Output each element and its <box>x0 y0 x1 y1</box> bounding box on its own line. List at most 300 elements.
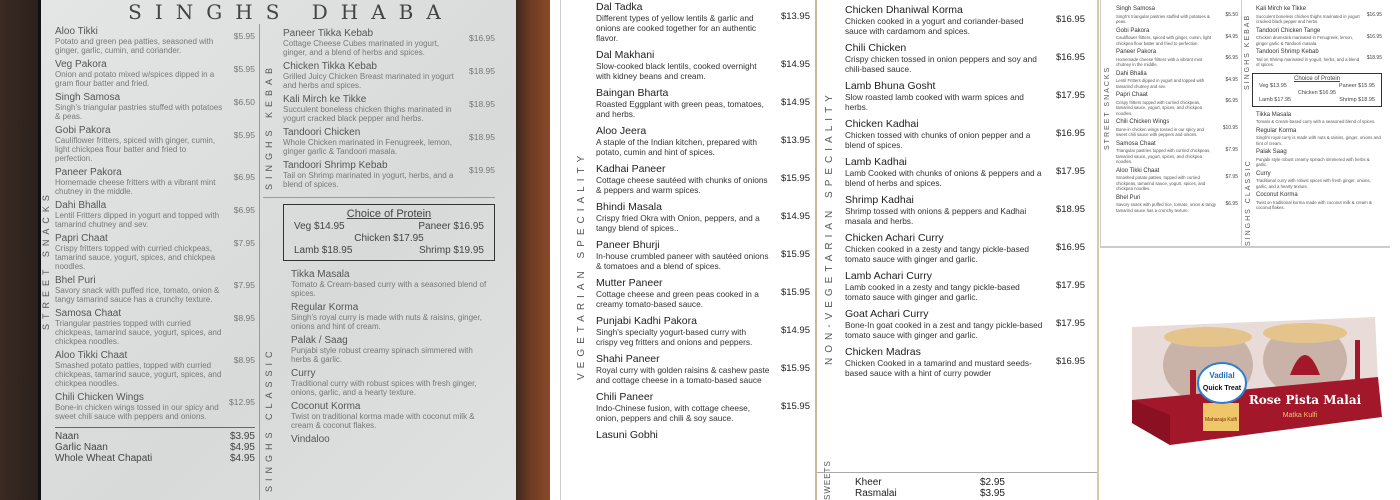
bread-price: $4.95 <box>229 453 255 464</box>
menu-item-desc: Lamb Cooked with chunks of onions & peppers and a blend of herbs and spices. <box>845 168 1042 188</box>
menu-item-desc: Chicken tossed with chunks of onion pepper and a blend of spices. <box>845 130 1031 150</box>
menu-item-name: Singh Samosa <box>55 92 121 103</box>
menu-item <box>283 61 495 90</box>
menu-item-desc: Different types of yellow lentils & garlic and onions are cooked together for an authentic flavor. <box>596 13 757 43</box>
menu-item-desc: Cottage Cheese Cubes marinated in yogurt, ginger, and a blend of herbs and spices. <box>283 39 440 57</box>
menu-item-name: Curry <box>291 368 316 379</box>
menu-item-text <box>1116 28 1216 47</box>
menu-item-text <box>55 26 223 55</box>
menu-item-desc: Crispy fritters topped with curried chickpeas, tamarind sauce, yogurt, spices, and chickpea noodles. <box>55 244 216 271</box>
menu-item <box>291 368 495 397</box>
protein-heading: Choice of Protein <box>346 208 432 220</box>
menu-item-price: $18.95 <box>469 132 495 142</box>
menu-item-desc: Punjabi style robust creamy spinach simmered with herbs & garlic. <box>291 346 473 364</box>
menu-item-name: Kali Mirch ke Tikke <box>283 94 367 105</box>
menu-item-desc: Bone-in chicken wings tossed in our spicy and sweet chili sauce with peppers and onions. <box>55 403 219 421</box>
menu-item-text <box>596 87 770 119</box>
menu-item-name: Gobi Pakora <box>1116 27 1150 34</box>
menu-item <box>596 125 810 157</box>
menu-item <box>283 28 495 57</box>
menu-photo <box>0 0 550 500</box>
menu-item-price: $16.95 <box>1366 12 1382 18</box>
section-label-classic: SINGHS CLASSIC <box>264 346 274 492</box>
menu-item <box>55 392 255 421</box>
menu-item <box>55 125 255 163</box>
minaret <box>1190 370 1196 410</box>
menu-item-price: $15.95 <box>780 249 810 260</box>
sweet-name: Rasmalai <box>855 488 897 499</box>
menu-item-price: $16.95 <box>1055 52 1085 63</box>
small-snacks-list <box>1116 6 1238 216</box>
menu-item-text <box>291 269 495 298</box>
menu-item-text <box>1256 171 1382 190</box>
bread-item <box>55 442 255 453</box>
menu-item-desc: Chicken cooked in a zesty and tangy pickle-based tomato sauce with ginger and garlic. <box>845 244 1030 264</box>
menu-item-desc: Punjabi style robust creamy spinach simmered with herbs & garlic. <box>1256 156 1370 167</box>
menu-item <box>291 434 495 445</box>
small-menu <box>1100 0 1390 248</box>
left-column <box>55 26 255 464</box>
protein-paneer: Paneer $15.95 <box>1338 82 1375 89</box>
menu-item-name: Paneer Tikka Kebab <box>283 28 374 39</box>
menu-item-price: $18.95 <box>1366 55 1382 61</box>
border <box>1241 0 1242 248</box>
menu-item-price: $7.95 <box>233 238 255 248</box>
border <box>1097 0 1099 500</box>
small-protein-box <box>1252 73 1382 107</box>
menu-item-text <box>845 80 1045 112</box>
section-label-classic: SINGHS CLASSIC <box>1245 159 1252 246</box>
menu-item-name: Tandoori Shrimp Kebab <box>1256 49 1319 55</box>
section-label-sweets: SWEETS <box>823 460 832 500</box>
menu-item-desc: Cottage cheese and green peas cooked in a creamy tomato-based sauce. <box>596 289 759 309</box>
divider <box>817 472 1097 473</box>
menu-item-name: Palak Saag <box>1256 149 1287 155</box>
menu-item-desc: Smashed potato patties, topped with curried chickpeas, tamarind sauce, yogurt, spices, and chickpea noodles. <box>55 361 222 388</box>
menu-item <box>1256 6 1382 25</box>
menu-item-desc: Triangular pastries topped with curried chickpeas, tamarind sauce, yogurt, spices, and chickpea noodles. <box>1116 148 1211 164</box>
menu-item <box>1256 149 1382 168</box>
menu-item-desc: Tomato & Cream-based curry with a seasoned blend of spices. <box>291 280 487 298</box>
menu-item-price: $6.50 <box>233 97 255 107</box>
menu-item-name: Coconut Korma <box>291 401 361 412</box>
menu-item-desc: Twist on traditional korma made with coconut milk & cream & coconut flakes. <box>291 412 475 430</box>
menu-item-desc: Singh's triangular pastries stuffed with potatoes & peas. <box>55 103 223 121</box>
menu-item-desc: Chicken cooked in a yogurt and coriander-based sauce with cardamom and spices. <box>845 16 1024 36</box>
menu-item-name: Papri Chaat <box>55 233 108 244</box>
line-text: Quick Treat <box>1202 385 1242 392</box>
menu-item-desc: Crispy fried Okra with Onion, peppers, and a tangy blend of spices.. <box>596 213 760 233</box>
small-right-column <box>1256 6 1382 214</box>
menu-item-price: $17.95 <box>1055 280 1085 291</box>
menu-item <box>55 350 255 388</box>
kebab-list <box>283 28 495 193</box>
sweet-price: $2.95 <box>979 477 1005 488</box>
menu-item-desc: Smashed potato patties, topped with curried chickpeas, tamarind sauce, yogurt, spices, and chickpea noodles. <box>1116 175 1206 191</box>
menu-item-desc: Cauliflower fritters, spiced with ginger, cumin, light chickpea flour batter and fried to perfection. <box>1116 35 1212 46</box>
pot-lid <box>1263 323 1347 343</box>
border <box>1100 0 1101 248</box>
menu-item-text <box>845 42 1045 74</box>
menu-item-price: $4.95 <box>1225 33 1238 40</box>
menu-item-price: $15.95 <box>780 363 810 374</box>
menu-item-price: $6.95 <box>1225 200 1238 207</box>
divider <box>263 197 495 198</box>
menu-item-desc: Chicken Cooked in a tamarind and mustard seeds-based sauce with a hint of curry powder <box>845 358 1032 378</box>
menu-item-name: Dal Tadka <box>596 1 643 13</box>
menu-item-name: Chili Chicken Wings <box>55 392 144 403</box>
menu-item-desc: Slow roasted lamb cooked with warm spices and herbs. <box>845 92 1024 112</box>
menu-item-price: $19.95 <box>469 165 495 175</box>
menu-item-name: Veg Pakora <box>55 59 107 70</box>
menu-item-price: $18.95 <box>469 99 495 109</box>
menu-item-name: Goat Achari Curry <box>845 308 929 320</box>
menu-item-name: Aloo Jeera <box>596 125 647 137</box>
menu-item-desc: Homemade cheese fritters with a vibrant mint chutney in the middle. <box>55 178 216 196</box>
menu-item <box>283 127 495 156</box>
menu-item-name: Tandoori Chicken <box>283 127 361 138</box>
menu-item-price: $4.95 <box>1225 76 1238 83</box>
menu-item-text <box>1256 149 1382 168</box>
menu-item <box>1256 171 1382 190</box>
menu-paper <box>38 0 516 500</box>
menu-item-name: Tikka Masala <box>291 269 350 280</box>
menu-item-name: Samosa Chaat <box>55 308 122 319</box>
product-sub: Matka Kulfi <box>1282 412 1318 419</box>
menu-item-text <box>1116 119 1216 138</box>
menu-item <box>55 200 255 229</box>
menu-item <box>596 429 810 441</box>
menu-item <box>845 156 1085 188</box>
menu-item-desc: Lentil Fritters dipped in yogurt and topped with tamarind chutney and sev. <box>55 211 220 229</box>
protein-veg: Veg $13.95 <box>1259 82 1287 89</box>
protein-heading: Choice of Protein <box>1293 75 1341 82</box>
menu-item-price: $8.95 <box>233 355 255 365</box>
menu-item-desc: Tomato & Cream-based curry with a seasoned blend of spices. <box>1256 119 1376 124</box>
menu-item-desc: Singh's royal curry is made with nuts & raisins, ginger, onions and hint of cream. <box>1256 135 1381 146</box>
menu-item <box>291 302 495 331</box>
menu-item-price: $17.95 <box>1055 90 1085 101</box>
veg-list <box>596 1 810 447</box>
menu-item-desc: Savory snack with puffed rice, tomato, onion & tangy tamarind sauce has a crunchy texture. <box>1116 202 1216 213</box>
menu-item-desc: Royal curry with golden raisins & cashew paste and cottage cheese in a tomato-based sauce <box>596 365 770 385</box>
menu-item <box>596 1 810 43</box>
menu-item-text <box>845 118 1045 150</box>
menu-item-price: $17.95 <box>1055 166 1085 177</box>
menu-item-desc: Grilled Juicy Chicken Breast marinated in yogurt and herbs and spices. <box>283 72 454 90</box>
menu-item-price: $5.50 <box>1225 12 1238 18</box>
menu-item <box>845 270 1085 302</box>
menu-item-text <box>291 401 495 430</box>
menu-item <box>845 308 1085 340</box>
menu-item-name: Chili Chicken Wings <box>1116 119 1170 125</box>
menu-item-text <box>596 353 770 385</box>
menu-item <box>845 4 1085 36</box>
small-kebab-list <box>1256 6 1382 71</box>
menu-item <box>596 315 810 347</box>
menu-item <box>845 42 1085 74</box>
menu-item-name: Dahi Bhalla <box>1116 70 1147 77</box>
bread-price: $4.95 <box>229 442 255 453</box>
menu-item <box>55 233 255 271</box>
menu-item-text <box>845 4 1045 36</box>
menu-item-name: Chicken Kadhai <box>845 118 919 130</box>
menu-item-desc: Cauliflower fritters, spiced with ginger, cumin, light chickpea flour batter and fried to perfection. <box>55 136 216 163</box>
brand-text: Vadilal <box>1209 371 1235 380</box>
menu-item-desc: Succulent boneless chicken thighs marinated in yogurt cracked black pepper and herbs. <box>283 105 452 123</box>
border <box>560 0 561 500</box>
menu-item <box>1256 49 1382 68</box>
menu-item <box>845 346 1085 378</box>
menu-item-text <box>1116 92 1216 116</box>
menu-item-text <box>291 434 495 445</box>
menu-item-desc: Bone-In goat cooked in a zest and tangy pickle-based tomato sauce with ginger and garlic. <box>845 320 1043 340</box>
menu-item-text <box>55 200 223 229</box>
menu-item <box>1256 128 1382 147</box>
menu-item-desc: Traditional curry with robust spices with fresh ginger, onions, garlic, and a hearty texture. <box>1256 178 1371 189</box>
menu-item <box>1256 192 1382 211</box>
menu-item <box>283 94 495 123</box>
breads-list <box>55 427 255 464</box>
menu-item-text <box>55 233 223 271</box>
protein-lamb: Lamb $18.95 <box>294 245 353 256</box>
menu-item-name: Papri Chaat <box>1116 92 1148 98</box>
bread-item <box>55 453 255 464</box>
menu-item <box>596 353 810 385</box>
protein-shrimp: Shrimp $19.95 <box>418 245 484 256</box>
menu-item-name: Samosa Chaat <box>1116 140 1156 147</box>
menu-item-name: Punjabi Kadhi Pakora <box>596 315 697 327</box>
menu-item-desc: Singh's triangular pastries stuffed with potatoes & peas. <box>1116 13 1210 24</box>
menu-item-price: $12.95 <box>229 397 255 407</box>
menu-item-text <box>1116 49 1216 68</box>
menu-item-name: Chicken Tikka Kebab <box>283 61 377 72</box>
menu-item-name: Chicken Madras <box>845 346 921 358</box>
menu-item-text <box>283 94 463 123</box>
menu-item <box>1116 168 1238 192</box>
printed-menu <box>560 0 1100 500</box>
sweets-list <box>855 477 1005 499</box>
section-label-street-snacks: STREET SNACKS <box>41 190 51 330</box>
menu-item-name: Aloo Tikki <box>55 26 98 37</box>
menu-item-text <box>291 335 495 364</box>
menu-item-name: Chili Paneer <box>596 391 654 403</box>
right-column <box>283 28 495 449</box>
menu-item-text <box>1256 6 1360 25</box>
menu-item <box>1116 28 1238 47</box>
menu-item <box>1116 6 1238 25</box>
section-label-nonveg: NON-VEGETARIAN SPECIALITY <box>824 90 835 365</box>
menu-item-desc: Traditional curry with robust spices with fresh ginger, onions, garlic, and a hearty texture. <box>291 379 477 397</box>
menu-item-price: $18.95 <box>469 66 495 76</box>
menu-item-name: Kadhai Paneer <box>596 163 666 175</box>
menu-item-name: Lamb Achari Curry <box>845 270 932 282</box>
menu-item-text <box>845 270 1045 302</box>
menu-item-name: Paneer Pakora <box>1116 49 1157 55</box>
menu-item-price: $14.95 <box>780 59 810 70</box>
menu-item-desc: Bone-in chicken wings tossed in our spicy and sweet chili sauce with peppers and onions. <box>1116 126 1204 137</box>
menu-item <box>55 167 255 196</box>
menu-item-text <box>1256 49 1360 68</box>
menu-item-price: $13.95 <box>780 11 810 22</box>
menu-item-price: $5.95 <box>233 31 255 41</box>
bread-name: Garlic Naan <box>55 442 108 453</box>
menu-item-text <box>55 392 223 421</box>
menu-item-desc: Slow-cooked black lentils, cooked overnight with kidney beans and cream. <box>596 61 757 81</box>
menu-item-name: Chicken Achari Curry <box>845 232 944 244</box>
menu-item-name: Curry <box>1256 170 1271 177</box>
menu-item <box>596 49 810 81</box>
menu-item-name: Singh Samosa <box>1116 6 1156 12</box>
menu-item-price: $5.95 <box>233 64 255 74</box>
menu-item <box>845 194 1085 226</box>
menu-item-text <box>596 429 810 441</box>
menu-item-desc: Crispy chicken tossed in onion peppers and soy and chili-based sauce. <box>845 54 1037 74</box>
menu-item <box>596 201 810 233</box>
menu-item-name: Bhel Puri <box>1116 194 1141 201</box>
menu-item-name: Paneer Pakora <box>55 167 122 178</box>
minaret <box>1355 340 1360 385</box>
product-name: Rose Pista Malai <box>1248 393 1362 407</box>
menu-item-name: Aloo Tikki Chaat <box>55 350 128 361</box>
menu-item-text <box>291 302 495 331</box>
menu-item-text <box>55 350 223 388</box>
menu-item-desc: In-house crumbled paneer with sautéed onions & tomatoes and a blend of spices. <box>596 251 769 271</box>
menu-item <box>596 87 810 119</box>
brand-logo <box>1198 363 1246 403</box>
menu-item-text <box>596 391 770 423</box>
tag-text: Maharaja Kulfi <box>1205 417 1237 423</box>
menu-item-name: Gobi Pakora <box>55 125 111 136</box>
sweet-name: Kheer <box>855 477 882 488</box>
menu-item <box>55 275 255 304</box>
menu-item <box>55 26 255 55</box>
column-divider <box>259 24 260 500</box>
bread-name: Naan <box>55 431 79 442</box>
menu-item-text <box>283 28 463 57</box>
menu-item-text <box>596 163 770 195</box>
menu-item <box>845 80 1085 112</box>
menu-item-price: $6.95 <box>233 205 255 215</box>
menu-item-price: $13.95 <box>780 135 810 146</box>
menu-item-name: Bhel Puri <box>55 275 96 286</box>
protein-shrimp: Shrimp $18.95 <box>1339 96 1375 103</box>
menu-item-text <box>1116 168 1216 192</box>
menu-item-name: Shrimp Kadhai <box>845 194 914 206</box>
menu-item-desc: Potato and green pea patties, seasoned with ginger, garlic, cumin, and coriander. <box>55 37 214 55</box>
menu-item-name: Lamb Kadhai <box>845 156 907 168</box>
menu-item-desc: Succulent boneless chicken thighs marinated in yogurt cracked black pepper and herbs. <box>1256 13 1360 24</box>
menu-item <box>1256 28 1382 47</box>
menu-item <box>596 239 810 271</box>
menu-item-price: $16.95 <box>1055 14 1085 25</box>
menu-item-text <box>845 346 1045 378</box>
menu-item-text <box>845 308 1045 340</box>
menu-item-price: $15.95 <box>780 173 810 184</box>
menu-item-name: Aloo Tikki Chaat <box>1116 167 1160 174</box>
menu-item-price: $16.95 <box>469 33 495 43</box>
sweet-item <box>855 488 1005 499</box>
menu-item-text <box>596 315 770 347</box>
menu-item-desc: A staple of the Indian kitchen, prepared with potato, cumin and hint of spices. <box>596 137 757 157</box>
menu-item-desc: Lentil Fritters dipped in yogurt and topped with tamarind chutney and sev. <box>1116 78 1205 89</box>
menu-item-name: Kali Mirch ke Tikke <box>1256 6 1307 12</box>
menu-item-desc: Onion and potato mixed w/spices dipped in a gram flour batter and fried. <box>55 70 215 88</box>
menu-item-price: $16.95 <box>1055 128 1085 139</box>
protein-veg: Veg $14.95 <box>294 221 345 232</box>
menu-item-name: Dahi Bhalla <box>55 200 107 211</box>
menu-item-name: Paneer Bhurji <box>596 239 660 251</box>
menu-item-desc: Homemade cheese fritters with a vibrant mint chutney in the middle. <box>1116 56 1203 67</box>
border <box>815 0 817 500</box>
menu-item-name: Chicken Dhaniwal Korma <box>845 4 963 16</box>
menu-item-name: Lamb Bhuna Gosht <box>845 80 936 92</box>
menu-item-desc: Singh's royal curry is made with nuts & raisins, ginger, onions and hint of cream. <box>291 313 482 331</box>
sweet-price: $3.95 <box>979 488 1005 499</box>
pot-lid <box>1164 327 1252 347</box>
menu-item-text <box>283 160 463 189</box>
bread-name: Whole Wheat Chapati <box>55 453 153 464</box>
menu-item-desc: Savory snack with puffed rice, tomato, onion & tangy tamarind sauce has a crunchy texture. <box>55 286 220 304</box>
menu-item <box>596 163 810 195</box>
menu-item-text <box>1116 71 1216 90</box>
section-label-kebab: SINGHS KEBAB <box>1244 13 1251 90</box>
menu-item <box>845 118 1085 150</box>
menu-item-desc: Lamb cooked in a zesty and tangy pickle-based tomato sauce with ginger and garlic. <box>845 282 1020 302</box>
menu-item-name: Regular Korma <box>291 302 359 313</box>
menu-item-name: Mutter Paneer <box>596 277 663 289</box>
menu-item <box>596 391 810 423</box>
sweet-item <box>855 477 1005 488</box>
menu-item-price: $7.95 <box>233 280 255 290</box>
menu-item <box>1256 112 1382 125</box>
menu-item-desc: Tail on Shrimp marinated in yogurt, herbs, and a blend of spices. <box>283 171 454 189</box>
menu-item-desc: Indo-Chinese fusion, with cottage cheese, onion, peppers and chili & soy sauce. <box>596 403 751 423</box>
protein-lamb: Lamb $17.95 <box>1259 96 1292 103</box>
menu-item-desc: Whole Chicken marinated in Fenugreek, lemon, ginger garlic & Tandoori masala. <box>283 138 452 156</box>
protein-chicken: Chicken $16.95 <box>1297 89 1337 96</box>
menu-item-name: Regular Korma <box>1256 127 1297 134</box>
menu-item-price: $7.95 <box>1225 173 1238 180</box>
menu-item-price: $8.95 <box>233 313 255 323</box>
menu-item <box>1116 195 1238 214</box>
menu-item-text <box>1116 6 1216 25</box>
menu-item <box>1116 92 1238 116</box>
protein-paneer: Paneer $16.95 <box>418 221 484 232</box>
menu-item <box>596 277 810 309</box>
menu-item <box>1116 119 1238 138</box>
menu-item <box>845 232 1085 264</box>
classic-list <box>283 269 495 449</box>
protein-box <box>283 204 495 261</box>
menu-item-text <box>55 275 223 304</box>
menu-item-text <box>1256 192 1382 211</box>
menu-item-desc: Roasted Eggplant with green peas, tomatoes, and herbs. <box>596 99 764 119</box>
menu-item <box>1116 71 1238 90</box>
menu-item <box>1116 141 1238 165</box>
menu-item-name: Bhindi Masala <box>596 201 662 213</box>
menu-item-price: $7.95 <box>1225 146 1238 153</box>
menu-item <box>283 160 495 189</box>
menu-item-name: Chili Chicken <box>845 42 907 54</box>
menu-item-price: $17.95 <box>1055 318 1085 329</box>
menu-item-name: Tandoori Shrimp Kebab <box>283 160 388 171</box>
menu-item <box>291 269 495 298</box>
menu-item-text <box>55 308 223 346</box>
menu-item-price: $16.95 <box>1055 356 1085 367</box>
menu-item-price: $15.95 <box>780 287 810 298</box>
street-snacks-list <box>55 26 255 425</box>
